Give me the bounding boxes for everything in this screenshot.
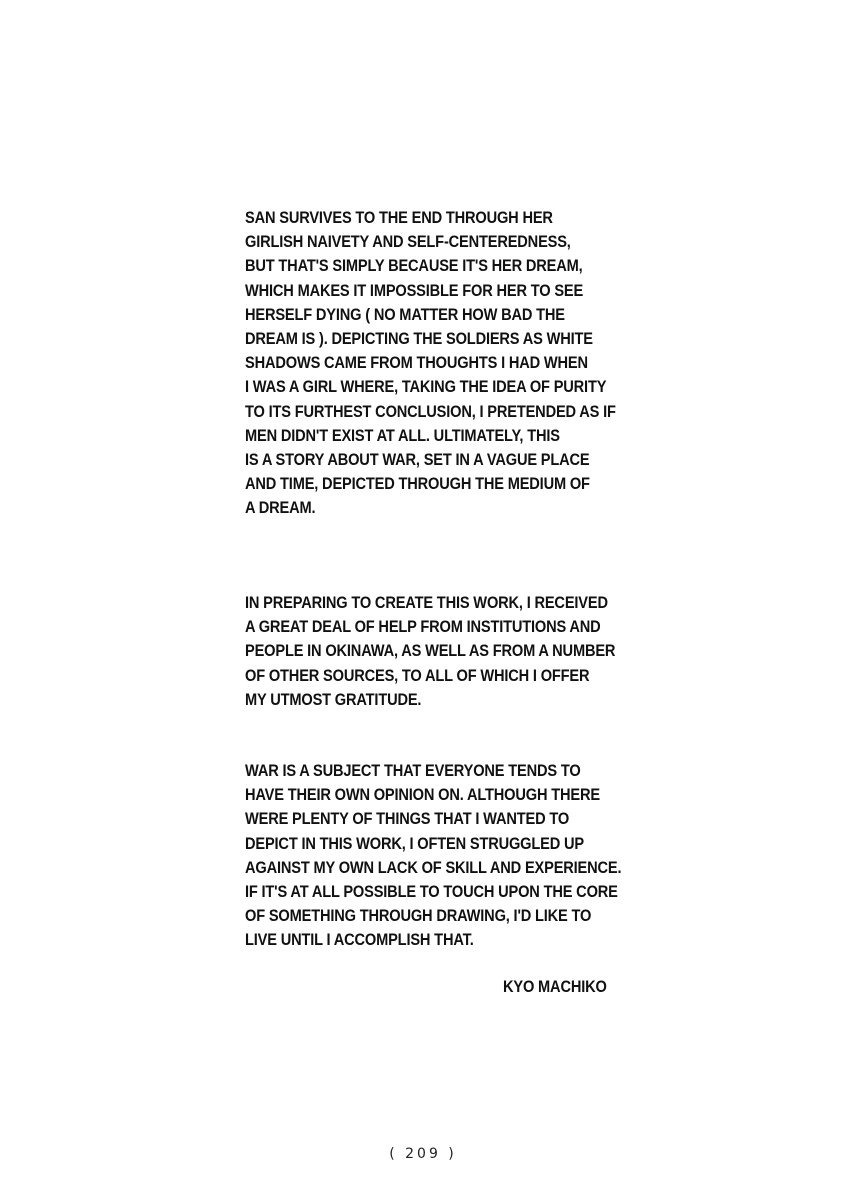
afterword-paragraph-1 bbox=[245, 206, 676, 521]
text-line: DEPICT IN THIS WORK, I OFTEN STRUGGLED UP bbox=[245, 833, 584, 853]
afterword-paragraph-2 bbox=[245, 591, 676, 712]
text-line: TO ITS FURTHEST CONCLUSION, I PRETENDED AS IF bbox=[245, 401, 616, 421]
text-line: SAN SURVIVES TO THE END THROUGH HER bbox=[245, 208, 553, 227]
text-line: WERE PLENTY OF THINGS THAT I WANTED TO bbox=[245, 809, 570, 829]
text-line: OF SOMETHING THROUGH DRAWING, I'D LIKE TO bbox=[245, 906, 592, 926]
text-line: BUT THAT'S SIMPLY BECAUSE IT'S HER DREAM, bbox=[245, 256, 583, 276]
text-line: MY UTMOST GRATITUDE. bbox=[245, 689, 422, 709]
text-line: MEN DIDN'T EXIST AT ALL. ULTIMATELY, THIS bbox=[245, 425, 560, 445]
text-line: I WAS A GIRL WHERE, TAKING THE IDEA OF PURITY bbox=[245, 377, 607, 397]
afterword-paragraph-3 bbox=[245, 759, 683, 953]
text-line: GIRLISH NAIVETY AND SELF-CENTEREDNESS, bbox=[245, 232, 571, 252]
text-line: HERSELF DYING ( NO MATTER HOW BAD THE bbox=[245, 304, 565, 324]
text-line: IF IT'S AT ALL POSSIBLE TO TOUCH UPON THE CORE bbox=[245, 882, 618, 902]
text-line: LIVE UNTIL I ACCOMPLISH THAT. bbox=[245, 930, 474, 950]
text-line: AND TIME, DEPICTED THROUGH THE MEDIUM OF bbox=[245, 474, 590, 494]
text-line: IS A STORY ABOUT WAR, SET IN A VAGUE PLACE bbox=[245, 450, 590, 470]
text-line: WHICH MAKES IT IMPOSSIBLE FOR HER TO SEE bbox=[245, 280, 584, 300]
text-line: PEOPLE IN OKINAWA, AS WELL AS FROM A NUMBER bbox=[245, 641, 616, 661]
author-signature: KYO MACHIKO bbox=[503, 977, 607, 996]
text-line: DREAM IS ). DEPICTING THE SOLDIERS AS WHITE bbox=[245, 329, 593, 349]
text-line: IN PREPARING TO CREATE THIS WORK, I RECEIVED bbox=[245, 593, 608, 612]
text-line: A DREAM. bbox=[245, 498, 316, 518]
text-line: A GREAT DEAL OF HELP FROM INSTITUTIONS AND bbox=[245, 617, 601, 637]
text-line: HAVE THEIR OWN OPINION ON. ALTHOUGH THERE bbox=[245, 785, 600, 805]
text-line: WAR IS A SUBJECT THAT EVERYONE TENDS TO bbox=[245, 761, 581, 780]
text-line: AGAINST MY OWN LACK OF SKILL AND EXPERIENCE. bbox=[245, 857, 622, 877]
text-line: OF OTHER SOURCES, TO ALL OF WHICH I OFFER bbox=[245, 665, 590, 685]
text-line: SHADOWS CAME FROM THOUGHTS I HAD WHEN bbox=[245, 353, 588, 373]
page-number: ( 209 ) bbox=[389, 1146, 457, 1162]
